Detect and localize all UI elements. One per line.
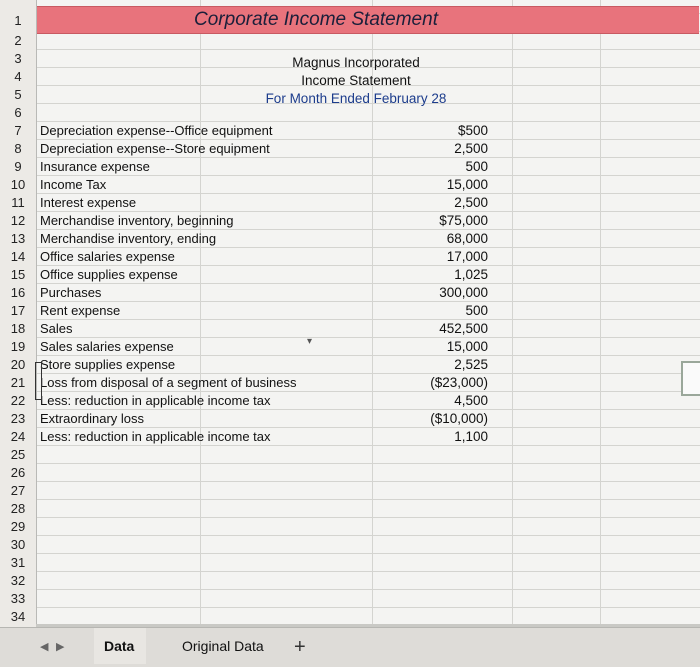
line-item-amount[interactable]: 15,000 (446, 339, 488, 354)
line-item-amount[interactable]: 4,500 (454, 393, 488, 408)
row-number[interactable]: 9 (14, 159, 22, 174)
line-item-label[interactable]: Interest expense (40, 195, 137, 210)
row-number[interactable]: 12 (10, 213, 26, 228)
line-item-amount[interactable]: ($23,000) (430, 375, 488, 390)
row-number[interactable]: 10 (10, 177, 26, 192)
line-item-label[interactable]: Office salaries expense (40, 249, 175, 264)
row-number[interactable]: 25 (10, 447, 26, 462)
prev-sheet-icon[interactable]: ◀ (40, 641, 49, 653)
grid-row-line (0, 463, 700, 464)
line-item-label[interactable]: Depreciation expense--Office equipment (40, 123, 273, 138)
row-number[interactable]: 20 (10, 357, 26, 372)
line-item-label[interactable]: Extraordinary loss (40, 411, 145, 426)
statement-name[interactable]: Income Statement (301, 73, 411, 88)
line-item-label[interactable]: Loss from disposal of a segment of business (40, 375, 297, 390)
grid-row-line (0, 49, 700, 50)
line-item-amount[interactable]: 17,000 (446, 249, 488, 264)
line-item-amount[interactable]: 68,000 (446, 231, 488, 246)
tab-original-data[interactable]: Original Data (182, 638, 264, 654)
row-number[interactable]: 24 (10, 429, 26, 444)
grid-row-line (0, 589, 700, 590)
line-item-amount[interactable]: ($10,000) (430, 411, 488, 426)
line-item-label[interactable]: Purchases (40, 285, 102, 300)
company-name[interactable]: Magnus Incorporated (292, 55, 420, 70)
selected-cell-indicator (35, 362, 42, 400)
row-number[interactable]: 3 (14, 51, 22, 66)
line-item-amount[interactable]: 1,100 (454, 429, 488, 444)
row-number[interactable]: 34 (10, 609, 26, 624)
selected-cell-edge[interactable] (681, 361, 700, 396)
next-sheet-icon[interactable]: ▶ (56, 641, 65, 653)
line-item-label[interactable]: Store supplies expense (40, 357, 176, 372)
row-number[interactable]: 27 (10, 483, 26, 498)
grid-column-line (512, 0, 513, 627)
row-number[interactable]: 15 (10, 267, 26, 282)
line-item-label[interactable]: Income Tax (40, 177, 107, 192)
row-number[interactable]: 8 (14, 141, 22, 156)
row-number[interactable]: 7 (14, 123, 22, 138)
row-number[interactable]: 22 (10, 393, 26, 408)
line-item-label[interactable]: Insurance expense (40, 159, 150, 174)
row-number[interactable]: 23 (10, 411, 26, 426)
row-number[interactable]: 17 (10, 303, 26, 318)
line-item-amount[interactable]: $500 (457, 123, 488, 138)
line-item-label[interactable]: Office supplies expense (40, 267, 178, 282)
tab-data[interactable]: Data (94, 628, 146, 664)
line-item-amount[interactable]: 1,025 (454, 267, 488, 282)
line-item-label[interactable]: Depreciation expense--Store equipment (40, 141, 270, 156)
row-number[interactable]: 28 (10, 501, 26, 516)
line-item-label[interactable]: Less: reduction in applicable income tax (40, 429, 271, 444)
line-item-label[interactable]: Merchandise inventory, beginning (40, 213, 234, 228)
grid-row-line (0, 481, 700, 482)
statement-period[interactable]: For Month Ended February 28 (265, 91, 447, 106)
line-item-amount[interactable]: 500 (465, 159, 488, 174)
line-item-amount[interactable]: 2,525 (454, 357, 488, 372)
row-number[interactable]: 32 (10, 573, 26, 588)
row-number[interactable]: 30 (10, 537, 26, 552)
line-item-label[interactable]: Merchandise inventory, ending (40, 231, 217, 246)
row-number[interactable]: 19 (10, 339, 26, 354)
row-number[interactable]: 33 (10, 591, 26, 606)
row-number[interactable]: 6 (14, 105, 22, 120)
sheet-title: Corporate Income Statement (194, 9, 438, 30)
line-item-label[interactable]: Sales (40, 321, 73, 336)
row-number[interactable]: 14 (10, 249, 26, 264)
row-number[interactable]: 1 (14, 13, 22, 28)
sheet-tab-bar (0, 627, 700, 667)
grid-row-line (0, 571, 700, 572)
line-item-amount[interactable]: 2,500 (454, 195, 488, 210)
row-header-column (0, 0, 37, 627)
row-number[interactable]: 11 (11, 195, 25, 210)
line-item-amount[interactable]: $75,000 (439, 213, 488, 228)
row-number[interactable]: 26 (10, 465, 26, 480)
line-item-amount[interactable]: 2,500 (454, 141, 488, 156)
line-item-amount[interactable]: 452,500 (439, 321, 488, 336)
line-item-label[interactable]: Rent expense (40, 303, 121, 318)
row-number[interactable]: 4 (14, 69, 22, 84)
row-number[interactable]: 31 (10, 555, 26, 570)
row-number[interactable]: 5 (14, 87, 22, 102)
grid-row-line (0, 517, 700, 518)
line-item-amount[interactable]: 300,000 (439, 285, 488, 300)
line-item-label[interactable]: Sales salaries expense (40, 339, 174, 354)
row-number[interactable]: 13 (10, 231, 26, 246)
row-number[interactable]: 21 (10, 375, 26, 390)
grid-row-line (0, 607, 700, 608)
pointer-mark: ▾ (307, 336, 313, 347)
row-number[interactable]: 2 (14, 33, 22, 48)
row-number[interactable]: 29 (10, 519, 26, 534)
grid-column-line (600, 0, 601, 627)
grid-row-line (0, 553, 700, 554)
row-number[interactable]: 16 (10, 285, 26, 300)
grid-row-line (0, 535, 700, 536)
line-item-amount[interactable]: 500 (465, 303, 488, 318)
line-item-amount[interactable]: 15,000 (446, 177, 488, 192)
line-item-label[interactable]: Less: reduction in applicable income tax (40, 393, 271, 408)
row-number[interactable]: 18 (10, 321, 26, 336)
grid-row-line (0, 499, 700, 500)
add-sheet-icon[interactable]: + (294, 636, 306, 658)
